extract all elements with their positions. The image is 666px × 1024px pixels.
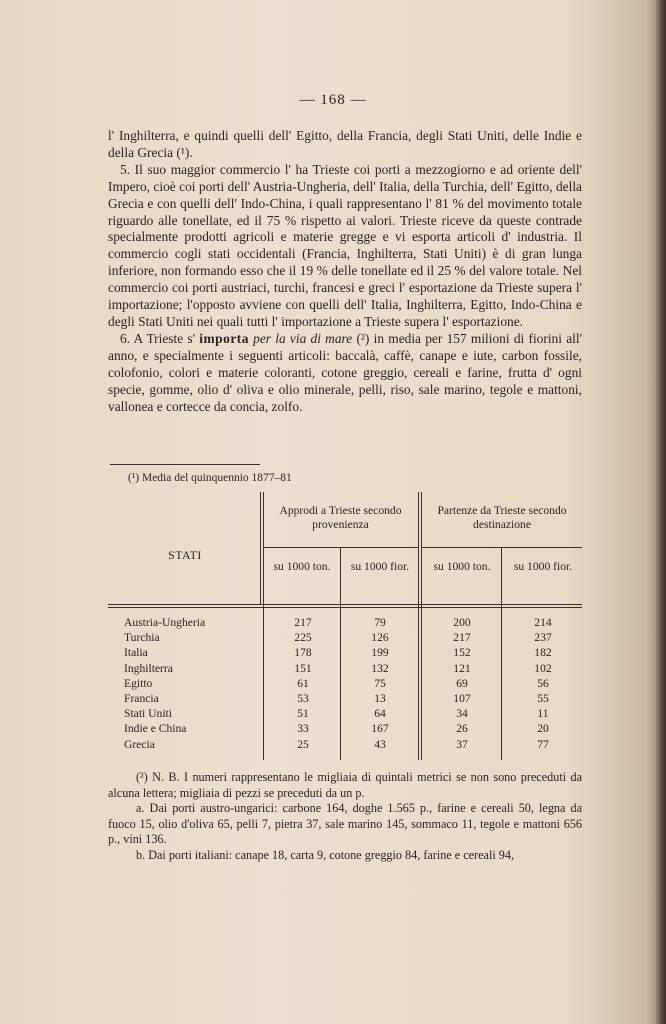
row-value: 132 (371, 661, 389, 675)
subheader-approdi-ton: su 1000 ton. (273, 560, 331, 573)
row-value: 20 (537, 722, 549, 736)
row-value: 199 (371, 646, 389, 660)
subheader-partenze-ton: su 1000 ton. (433, 560, 491, 573)
row-country: Austria-Ungheria (124, 616, 206, 629)
row-country: Turchia (124, 631, 160, 645)
table-row (108, 738, 582, 753)
table-rows (108, 616, 582, 753)
row-value: 69 (456, 676, 468, 690)
footnote-a: a. Dai porti austro-ungarici: carbone 164, doghe 1.565 p., farine e cereali 50, legna da fuoco 15, olio d'oliva 65, pelli 7, pietra 37, sale marino 145, sommaco 11, tegole e mattoni 656 p., vini 136. (108, 801, 582, 847)
paragraph-6-italic: per la via di mare (253, 330, 353, 346)
row-value: 56 (537, 676, 549, 690)
row-value: 217 (294, 616, 312, 629)
row-value: 51 (297, 707, 309, 721)
row-value: 107 (453, 691, 471, 705)
trade-table (108, 492, 582, 760)
row-value: 237 (534, 631, 552, 645)
footnote-b: b. Dai porti italiani: canape 18, carta 9, cotone greggio 84, farine e cereali 94, (136, 847, 514, 862)
row-country: Francia (124, 691, 159, 705)
footnote-nb: (²) N. B. I numeri rappresentano le migliaia di quintali metrici se non sono preceduti da alcuna lettera; migliaia di pezzi se preceduti da un p. (108, 770, 582, 800)
row-value: 13 (374, 691, 386, 705)
footnotes-2 (108, 770, 582, 864)
table-hline (108, 604, 582, 605)
row-value: 55 (537, 691, 549, 705)
table-row (108, 646, 582, 661)
row-value: 37 (456, 737, 468, 751)
row-value: 53 (297, 691, 309, 705)
stati-header: STATI (168, 548, 202, 562)
row-value: 43 (374, 737, 386, 751)
row-value: 126 (371, 631, 389, 645)
row-value: 151 (294, 661, 312, 675)
row-value: 64 (374, 707, 386, 721)
paragraph-5: 5. Il suo maggior commercio l' ha Trieste coi porti a mezzogiorno e ad oriente dell' Impero, cioè coi porti dell' Austria-Ungheria, dell' Italia, della Turchia, dell' Egitto, della Grecia e con quelli dell' Indo-China, i quali rappresentano l' 81 % del movimento totale riguardo alle tonellate, ed il 75 % rispetto ai valori. Trieste riceve da queste contrade specialmente prodotti agricoli e materie gregge e vi esporta articoli d' industria. Il commercio cogli stati occidentali (Francia, Inghilterra, Stati Uniti) è di gran lunga inferiore, non formando esso che il 19 % delle tonellate ed il 25 % del valore totale. Nel commercio coi porti austriaci, turchi, francesi e greci l' esportazione da Trieste supera l' importazione; l'opposto avviene con quelli dell' Italia, Inghilterra, Egitto, Indo-China e degli Stati Uniti nei quali tutti l' importazione a Trieste supera l' esportazione. (108, 161, 582, 329)
page-edge-shadow (654, 0, 666, 1024)
body-text (108, 128, 582, 415)
row-value: 200 (453, 616, 471, 629)
row-value: 11 (537, 707, 549, 721)
page-number: — 168 — (299, 92, 367, 108)
row-value: 33 (297, 722, 309, 736)
subheader-partenze-fior: su 1000 fior. (513, 560, 573, 573)
row-value: 26 (456, 722, 468, 736)
row-value: 75 (374, 676, 386, 690)
table-row (108, 722, 582, 737)
paragraph-6 (108, 331, 582, 416)
subheader-approdi-fior: su 1000 fior. (350, 560, 410, 573)
row-value: 61 (297, 676, 309, 690)
row-value: 152 (453, 646, 471, 660)
row-value: 25 (297, 737, 309, 751)
row-value: 217 (453, 631, 471, 645)
table-row (108, 662, 582, 677)
table-row (108, 677, 582, 692)
paragraph-6-start: 6. A Trieste s' (120, 330, 200, 346)
table-row (108, 707, 582, 722)
row-value: 79 (374, 616, 386, 629)
footnote-1: (¹) Media del quinquennio 1877–81 (128, 472, 292, 484)
row-country: Stati Uniti (124, 707, 172, 721)
table-row (108, 631, 582, 646)
row-value: 225 (294, 631, 312, 645)
paragraph-6-rest: (²) in media per 157 milioni di fiorini all' anno, e specialmente i seguenti articoli: baccalà, caffè, canape e iute, carbon fossile, colofonio, colori e materie coloranti, cotone greggio, cereali e farine, frutta d' ogni specie, gomme, olio d' oliva e olio minerale, pelli, riso, sale marino, tegole e mattoni, vallonea e cortecce da concia, zolfo. (108, 330, 582, 414)
paragraph-6-bold: importa (199, 330, 249, 346)
row-value: 182 (534, 646, 552, 660)
footnote-rule (110, 464, 260, 465)
group-header-approdi: Approdi a Trieste secondo provenienza (279, 504, 402, 531)
table-row (108, 616, 582, 631)
paragraph-continuation: l' Inghilterra, e quindi quelli dell' Egitto, della Francia, degli Stati Uniti, delle Indie e della Grecia (¹). (108, 128, 582, 160)
row-value: 121 (453, 661, 471, 675)
row-value: 77 (537, 737, 549, 751)
row-country: Egitto (124, 676, 153, 690)
row-country: Grecia (124, 737, 155, 751)
row-value: 214 (534, 616, 552, 629)
group-header-partenze: Partenze da Trieste secondo destinazione (437, 504, 567, 531)
row-country: Italia (124, 646, 148, 660)
row-country: Inghilterra (124, 661, 173, 675)
row-country: Indie e China (124, 722, 187, 736)
row-value: 178 (294, 646, 312, 660)
table-hline (421, 547, 582, 548)
row-value: 167 (371, 722, 389, 736)
table-hline (263, 547, 418, 548)
table-row (108, 692, 582, 707)
row-value: 34 (456, 707, 468, 721)
row-value: 102 (534, 661, 552, 675)
table-hline (108, 607, 582, 608)
